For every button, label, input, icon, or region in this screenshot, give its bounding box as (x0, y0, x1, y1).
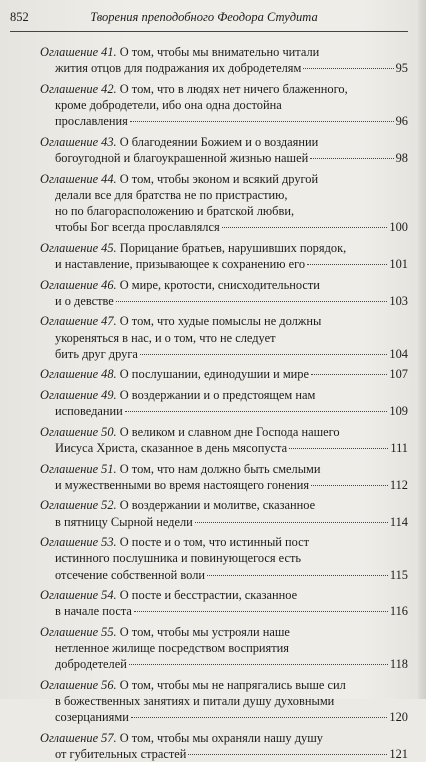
dot-leader (195, 522, 388, 523)
toc-entry-text (40, 172, 318, 186)
toc-entry-line (40, 240, 408, 256)
toc-entry-line-text: в пятницу Сырной недели (55, 514, 193, 529)
dot-leader (131, 717, 388, 718)
toc-entry-line-text: от губительных страстей (55, 747, 187, 762)
toc-page-number: 95 (395, 61, 408, 76)
toc-entry-line-text: чтобы Бог всегда прославлялся (55, 220, 220, 235)
dot-leader (129, 664, 388, 665)
toc-entry-text (40, 45, 319, 59)
toc-entry-line (40, 366, 408, 382)
toc-page-number: 103 (389, 293, 408, 308)
toc-entry-text (55, 219, 220, 235)
toc-entry (40, 171, 408, 236)
toc-entry-line (40, 624, 408, 640)
toc-entry-line (40, 424, 408, 440)
toc-entry-line (40, 60, 408, 76)
toc-entry (40, 134, 408, 166)
toc-entry-text (55, 150, 308, 166)
toc-entry-text (55, 477, 309, 493)
toc-entry-text (55, 709, 129, 725)
toc-entry-text (40, 241, 346, 255)
toc-entry-line (40, 256, 408, 272)
toc-entry-line-text: Иисуса Христа, сказанное в день мясопуста (55, 440, 288, 455)
toc-entry-line (40, 534, 408, 550)
toc-entry-line (40, 497, 408, 513)
toc-page-number: 96 (395, 114, 408, 129)
toc-entry-text (40, 388, 315, 402)
toc-entry-line-text: богоугодной и благоукрашенной жизнью нашей (55, 151, 309, 165)
toc-entry-text (40, 498, 315, 512)
toc-entry-text (55, 331, 275, 345)
toc-entry-line-text: О благодеянии Божием и о воздаянии (119, 134, 319, 149)
toc-entry-label: Оглашение 48. (40, 367, 117, 382)
toc-page-number: 114 (389, 514, 408, 529)
toc-entry (40, 497, 408, 529)
toc-page-number: 104 (389, 346, 408, 361)
toc-entry-label: Оглашение 55. (40, 624, 117, 639)
dot-leader (140, 354, 387, 355)
toc-entry-line (40, 709, 408, 725)
table-of-contents (40, 44, 408, 762)
toc-entry-text (55, 603, 132, 619)
toc-entry-text (55, 567, 205, 583)
toc-page-number: 100 (389, 220, 408, 235)
dot-leader (188, 754, 387, 755)
toc-page-number: 111 (390, 440, 408, 455)
toc-entry-text (55, 746, 186, 762)
toc-entry-line-text: истинного послушника и повинующегося есть (55, 551, 302, 566)
dot-leader (289, 448, 388, 449)
toc-entry-line-text: прославления (55, 114, 128, 129)
toc-entry-line-text: О том, что нам должно быть смелыми (119, 461, 321, 476)
toc-entry-line (40, 587, 408, 603)
toc-entry-label: Оглашение 56. (40, 677, 117, 692)
toc-entry-label: Оглашение 50. (40, 424, 117, 439)
toc-entry-line-text: в божественных занятиях и питали душу духовными (55, 694, 335, 709)
toc-entry-line-text: О воздержании и молитве, сказанное (119, 498, 316, 513)
toc-entry-text (40, 278, 320, 292)
toc-entry-line-text: но по благорасположению и братской любви, (55, 204, 295, 218)
toc-entry-text (55, 694, 334, 708)
toc-entry-line (40, 387, 408, 403)
toc-entry (40, 240, 408, 272)
toc-entry-line (40, 150, 408, 166)
toc-entry-line (40, 693, 408, 709)
toc-entry (40, 387, 408, 419)
toc-entry-text (55, 551, 301, 565)
toc-entry (40, 277, 408, 309)
toc-entry-line-text: О том, чтобы мы охраняли нашу душу (119, 730, 323, 745)
dot-leader (310, 158, 393, 159)
toc-entry-text (40, 135, 318, 149)
toc-entry-line (40, 550, 408, 566)
toc-entry-line-text: О воздержании и о предстоящем нам (119, 387, 316, 402)
toc-entry-text (40, 678, 346, 692)
toc-entry-label: Оглашение 43. (40, 134, 117, 149)
toc-entry-text (40, 82, 348, 96)
running-title: Творения преподобного Феодора Студита (90, 10, 318, 24)
toc-entry-line (40, 330, 408, 346)
toc-entry-line (40, 730, 408, 746)
toc-entry-label: Оглашение 52. (40, 498, 117, 513)
toc-entry-text (40, 366, 309, 382)
toc-entry-line-text: бить друг друга (55, 346, 138, 361)
toc-entry-label: Оглашение 44. (40, 171, 117, 186)
toc-page-number: 112 (389, 477, 408, 492)
toc-entry-line (40, 461, 408, 477)
toc-entry (40, 730, 408, 762)
toc-entry-line-text: О великом и славном дне Господа нашего (119, 424, 340, 439)
toc-entry-line-text: и наставление, призывающее к сохранению его (55, 257, 306, 271)
toc-entry-text (55, 204, 294, 218)
toc-entry (40, 44, 408, 76)
toc-entry-line (40, 187, 408, 203)
toc-entry-line (40, 203, 408, 219)
toc-entry-text (55, 60, 301, 76)
toc-entry-line (40, 277, 408, 293)
toc-entry-text (40, 425, 340, 439)
toc-entry-line (40, 219, 408, 235)
toc-entry-text (55, 656, 127, 672)
toc-entry-line (40, 171, 408, 187)
toc-entry-text (40, 731, 323, 745)
toc-entry-line (40, 346, 408, 362)
toc-entry-line (40, 293, 408, 309)
toc-entry-line-text: созерцаниями (55, 710, 129, 725)
toc-entry-line (40, 567, 408, 583)
toc-entry-label: Оглашение 49. (40, 387, 117, 402)
toc-page-number: 109 (389, 404, 408, 419)
toc-page-number: 120 (389, 710, 408, 725)
toc-entry-line (40, 603, 408, 619)
toc-entry-line (40, 514, 408, 530)
toc-entry-line-text: О посте и бесстрастии, сказанное (119, 588, 298, 603)
toc-entry-text (40, 314, 321, 328)
dot-leader (222, 227, 388, 228)
toc-entry-line (40, 477, 408, 493)
toc-entry-text (55, 256, 305, 272)
toc-entry-line-text: кроме добродетели, ибо она одна достойна (55, 98, 282, 112)
dot-leader (307, 264, 387, 265)
toc-page-number: 101 (389, 257, 408, 271)
toc-entry-line (40, 113, 408, 129)
toc-entry-line-text: О том, чтобы мы не напрягались выше сил (119, 677, 346, 692)
toc-entry-text (55, 113, 128, 129)
toc-entry-line (40, 134, 408, 150)
toc-entry-text (55, 440, 287, 456)
toc-entry-line-text: добродетелей (55, 657, 127, 672)
toc-entry-line-text: исповедании (55, 404, 123, 419)
toc-entry-text (40, 535, 309, 549)
dot-leader (125, 411, 388, 412)
header-rule (10, 31, 408, 32)
toc-entry-text (55, 403, 123, 419)
toc-entry-line (40, 677, 408, 693)
toc-entry-line-text: и мужественными во время настоящего гонения (55, 477, 310, 492)
toc-page-number: 107 (389, 367, 408, 382)
toc-entry-text (40, 462, 321, 476)
toc-entry-line (40, 313, 408, 329)
dot-leader (311, 374, 387, 375)
toc-entry-line-text: жития отцов для подражания их добродетелям (55, 61, 302, 76)
toc-entry-text (40, 625, 290, 639)
toc-entry (40, 587, 408, 619)
toc-entry-line-text: Порицание братьев, нарушивших порядок, (119, 240, 347, 255)
toc-entry-text (40, 588, 297, 602)
toc-entry-line-text: нетленное жилище посредством восприятия (55, 641, 289, 656)
toc-entry-label: Оглашение 42. (40, 81, 117, 96)
toc-page-number: 121 (389, 747, 408, 762)
toc-entry-line-text: укореняться в нас, и о том, что не следует (55, 330, 276, 345)
toc-entry-line-text: О том, чтобы эконом и всякий другой (119, 171, 319, 186)
page-header (10, 10, 408, 28)
toc-entry-line (40, 440, 408, 456)
toc-entry-line-text: О посте и о том, что истинный пост (119, 535, 310, 550)
toc-entry-line-text: делали все для братства не по пристрастию, (55, 187, 288, 202)
toc-entry (40, 366, 408, 382)
toc-entry-label: Оглашение 53. (40, 535, 117, 550)
dot-leader (207, 575, 388, 576)
toc-entry-line-text: О том, что в людях нет ничего блаженного, (119, 81, 348, 96)
toc-entry (40, 81, 408, 130)
toc-entry-label: Оглашение 57. (40, 730, 117, 745)
dot-leader (116, 301, 388, 302)
dot-leader (130, 121, 394, 122)
toc-entry-label: Оглашение 46. (40, 277, 117, 292)
toc-entry-line-text: О том, чтобы мы внимательно читали (119, 45, 320, 59)
toc-entry (40, 534, 408, 583)
toc-entry-line (40, 81, 408, 97)
toc-entry-text (55, 293, 114, 309)
toc-page-number: 98 (395, 151, 408, 165)
toc-entry-text (55, 641, 289, 655)
toc-entry-line (40, 656, 408, 672)
toc-entry-line (40, 44, 408, 60)
dot-leader (303, 68, 393, 69)
dot-leader (134, 611, 388, 612)
toc-entry-label: Оглашение 54. (40, 588, 117, 603)
toc-entry-line-text: О том, чтобы мы устрояли наше (119, 624, 290, 639)
toc-entry-line (40, 403, 408, 419)
toc-entry (40, 624, 408, 673)
dot-leader (311, 485, 388, 486)
toc-entry-text (55, 514, 193, 530)
toc-entry-text (55, 346, 138, 362)
toc-entry-line-text: отсечение собственной воли (55, 567, 206, 582)
toc-entry-line-text: О послушании, единодушии и мире (119, 367, 309, 382)
toc-entry (40, 424, 408, 456)
toc-entry-label: Оглашение 47. (40, 314, 117, 329)
page-edge (418, 0, 426, 699)
toc-entry-label: Оглашение 51. (40, 461, 117, 476)
toc-entry (40, 313, 408, 362)
toc-page-number: 115 (389, 567, 408, 582)
toc-entry-line (40, 746, 408, 762)
toc-page-number: 116 (389, 604, 408, 619)
toc-entry (40, 461, 408, 493)
toc-page-number: 118 (389, 657, 408, 672)
toc-entry-line-text: и о девстве (55, 293, 114, 308)
toc-entry-line-text: О том, что худые помыслы не должны (119, 314, 322, 329)
toc-entry-line-text: в начале поста (55, 604, 132, 619)
toc-entry-line (40, 97, 408, 113)
toc-entry-line-text: О мире, кротости, снисходительности (119, 277, 320, 292)
toc-entry (40, 677, 408, 726)
toc-entry-text (55, 188, 288, 202)
toc-entry-label: Оглашение 41. (40, 45, 117, 59)
toc-entry-line (40, 640, 408, 656)
page-number: 852 (10, 10, 29, 24)
toc-entry-label: Оглашение 45. (40, 240, 117, 255)
toc-entry-text (55, 98, 282, 112)
